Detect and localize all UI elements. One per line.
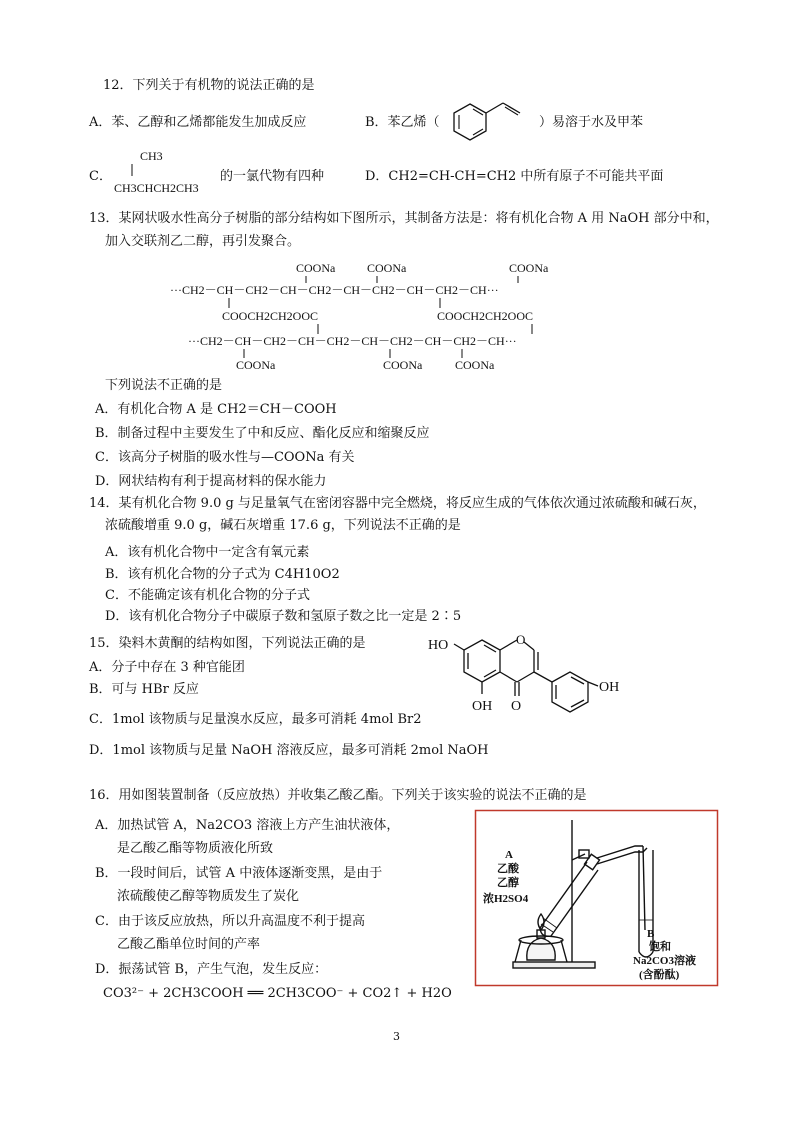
q15-option-b: B．可与 HBr 反应 [89, 682, 199, 697]
q13-bottom-coona-3: COONa [455, 358, 495, 372]
q14-stem-line2: 浓硫酸增重 9.0 g，碱石灰增重 17.6 g，下列说法不正确的是 [105, 518, 461, 533]
apparatus-label-a-acid: 浓H2SO4 [483, 893, 529, 905]
q13-option-a: A．有机化合物 A 是 CH2＝CH－COOH [95, 402, 337, 417]
q15-label-oh-right: OH [599, 680, 620, 695]
q13-bottom-coona-1: COONa [236, 358, 276, 372]
apparatus-label-b-saturated: 饱和 [649, 941, 671, 953]
q16-option-c-line1: C．由于该反应放热，所以升高温度不利于提高 [95, 914, 365, 929]
q15-label-ketone-o: O [511, 699, 522, 714]
q15-option-d: D．1mol 该物质与足量 NaOH 溶液反应，最多可消耗 2mol NaOH [89, 743, 489, 758]
q12-option-b-prefix: B．苯乙烯（ [365, 115, 440, 130]
q16-option-b-line1: B．一段时间后，试管 A 中液体逐渐变黑，是由于 [95, 866, 383, 881]
q12-stem: 12．下列关于有机物的说法正确的是 [103, 78, 315, 93]
q16-option-c-line2: 乙酸乙酯单位时间的产率 [117, 937, 261, 952]
q16-stem: 16．用如图装置制备（反应放热）并收集乙酸乙酯。下列关于该实验的说法不正确的是 [89, 788, 587, 803]
apparatus-label-a-acetic: 乙酸 [497, 863, 519, 875]
q13-chain-1: ···CH2－CH－CH2－CH－CH2－CH－CH2－CH－CH2－CH··· [170, 283, 499, 297]
q13-top-coona-1: COONa [296, 261, 336, 275]
q15-stem: 15．染料木黄酮的结构如图，下列说法正确的是 [89, 636, 366, 651]
q16-option-a-line2: 是乙酸乙酯等物质液化所致 [117, 841, 274, 856]
q13-ask: 下列说法不正确的是 [105, 378, 223, 393]
q14-option-c: C．不能确定该有机化合物的分子式 [105, 588, 310, 603]
q16-option-d-line1: D．振荡试管 B，产生气泡，发生反应： [95, 962, 328, 977]
q15-label-oh-bottom: OH [472, 699, 493, 714]
q13-top-coona-2: COONa [367, 261, 407, 275]
q15-option-a: A．分子中存在 3 种官能团 [89, 660, 245, 675]
q14-stem-line1: 14．某有机化合物 9.0 g 与足量氧气在密闭容器中完全燃烧，将反应生成的气体依次通过浓硫酸和碱石灰， [89, 496, 706, 511]
q12-c-methyl: CH3 [140, 149, 163, 163]
q13-bonds-icon [0, 0, 794, 400]
q12-option-c-label: C． [89, 169, 112, 184]
q15-label-ring-o: O [516, 632, 526, 647]
q13-top-coona-3: COONa [509, 261, 549, 275]
genistein-structure-icon [420, 630, 640, 720]
apparatus-label-b-solution: Na2CO3溶液 [633, 955, 696, 967]
page-number: 3 [393, 1030, 400, 1043]
q12-c-main-chain: CH3CHCH2CH3 [114, 181, 199, 195]
q15-label-ho: HO [428, 638, 449, 653]
q15-option-c: C．1mol 该物质与足量溴水反应，最多可消耗 4mol Br2 [89, 712, 422, 727]
q14-option-a: A．该有机化合物中一定含有氧元素 [105, 545, 310, 560]
q13-option-d: D．网状结构有利于提高材料的保水能力 [95, 474, 327, 489]
q14-option-b: B．该有机化合物的分子式为 C4H10O2 [105, 567, 340, 582]
q12-option-b-suffix: ）易溶于水及甲苯 [539, 115, 644, 130]
q16-option-a-line1: A．加热试管 A，Na2CO3 溶液上方产生油状液体， [95, 818, 400, 833]
q13-stem-line2: 加入交联剂乙二醇，再引发聚合。 [105, 234, 301, 249]
apparatus-label-a: A [505, 849, 513, 861]
q13-chain-2: ···CH2－CH－CH2－CH－CH2－CH－CH2－CH－CH2－CH··· [188, 334, 517, 348]
q12-option-a: A．苯、乙醇和乙烯都能发生加成反应 [89, 115, 307, 130]
apparatus-label-b: B [647, 928, 655, 940]
q13-crosslink-1: COOCH2CH2OOC [222, 309, 319, 323]
apparatus-label-b-indicator: (含酚酞) [639, 969, 680, 981]
q16-option-b-line2: 浓硫酸使乙醇等物质发生了炭化 [117, 889, 300, 904]
q16-apparatus-figure [475, 810, 718, 986]
q13-option-c: C．该高分子树脂的吸水性与—COONa 有关 [95, 450, 355, 465]
q13-option-b: B．制备过程中主要发生了中和反应、酯化反应和缩聚反应 [95, 426, 430, 441]
q13-stem-line1: 13．某网状吸水性高分子树脂的部分结构如下图所示，其制备方法是：将有机化合物 A 用 NaOH 部分中和， [89, 211, 719, 226]
q12-option-c-text: 的一氯代物有四种 [220, 169, 325, 184]
q16-option-d-line2: CO3²⁻ + 2CH3COOH ══ 2CH3COO⁻ + CO2↑ + H2O [103, 986, 452, 1001]
q13-crosslink-2: COOCH2CH2OOC [437, 309, 534, 323]
apparatus-label-a-ethanol: 乙醇 [497, 877, 519, 889]
q14-option-d: D．该有机化合物分子中碳原子数和氢原子数之比一定是 2∶5 [105, 609, 462, 624]
q13-bottom-coona-2: COONa [383, 358, 423, 372]
q12-option-d: D．CH2=CH-CH=CH2 中所有原子不可能共平面 [365, 169, 664, 184]
